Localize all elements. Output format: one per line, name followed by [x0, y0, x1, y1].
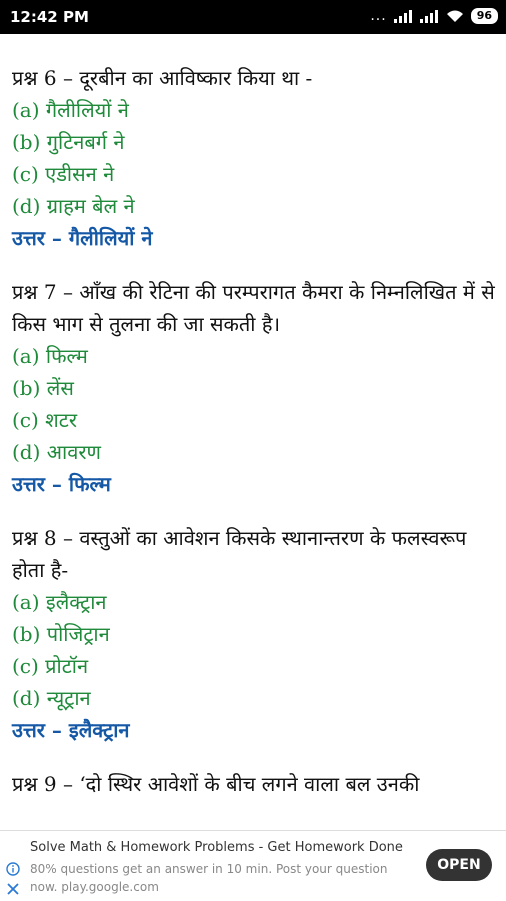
- question-block-6: [12, 62, 502, 254]
- ad-title[interactable]: Solve Math & Homework Problems - Get Homework Done: [30, 840, 403, 855]
- option-c: (c) शटर: [12, 408, 78, 432]
- option-d: (d) ग्राहम बेल ने: [12, 194, 135, 218]
- option-a: (a) इलैक्ट्रान: [12, 590, 107, 614]
- option-b: (b) पोजिट्रान: [12, 622, 110, 646]
- signal-icon-2: [419, 9, 439, 23]
- question-text: प्रश्न 6 – दूरबीन का आविष्कार किया था -: [12, 66, 313, 90]
- question-block-8: [12, 522, 502, 746]
- answer-text: उत्तर – गैलीलियों ने: [12, 226, 153, 250]
- option-a: (a) गैलीलियों ने: [12, 98, 129, 122]
- ad-description: 80% questions get an answer in 10 min. Post your question now. play.google.com: [30, 862, 388, 894]
- status-bar: [0, 0, 506, 34]
- article-content: [12, 62, 502, 822]
- open-button[interactable]: OPEN: [426, 849, 492, 881]
- question-block-7: [12, 276, 502, 500]
- battery-icon: 96: [471, 8, 498, 24]
- option-b: (b) लेंस: [12, 376, 74, 400]
- question-text: प्रश्न 8 – वस्तुओं का आवेशन किसके स्थानान्तरण के फलस्वरूप होता है-: [12, 526, 467, 582]
- option-d: (d) न्यूट्रान: [12, 686, 91, 710]
- option-d: (d) आवरण: [12, 440, 101, 464]
- question-block-9: [12, 768, 502, 800]
- option-a: (a) फिल्म: [12, 344, 88, 368]
- info-icon[interactable]: [6, 862, 20, 876]
- answer-text: उत्तर – इलैक्ट्रान: [12, 718, 130, 742]
- notification-dots-icon: ...: [370, 8, 387, 24]
- question-text: प्रश्न 7 – आँख की रेटिना की परम्परागत कैमरा के निम्नलिखित में से किस भाग से तुलना की जा सकती है।: [12, 280, 495, 336]
- option-c: (c) प्रोटॉन: [12, 654, 89, 678]
- option-b: (b) गुटिनबर्ग ने: [12, 130, 125, 154]
- status-time: 12:42 PM: [10, 8, 89, 26]
- question-text: प्रश्न 9 – ‘दो स्थिर आवेशों के बीच लगने वाला बल उनकी: [12, 772, 420, 796]
- option-c: (c) एडीसन ने: [12, 162, 115, 186]
- ad-banner[interactable]: [0, 830, 506, 901]
- answer-text: उत्तर – फिल्म: [12, 472, 111, 496]
- wifi-icon: [445, 9, 465, 23]
- close-icon[interactable]: [6, 882, 20, 896]
- status-icons: [370, 8, 498, 24]
- signal-icon: [393, 9, 413, 23]
